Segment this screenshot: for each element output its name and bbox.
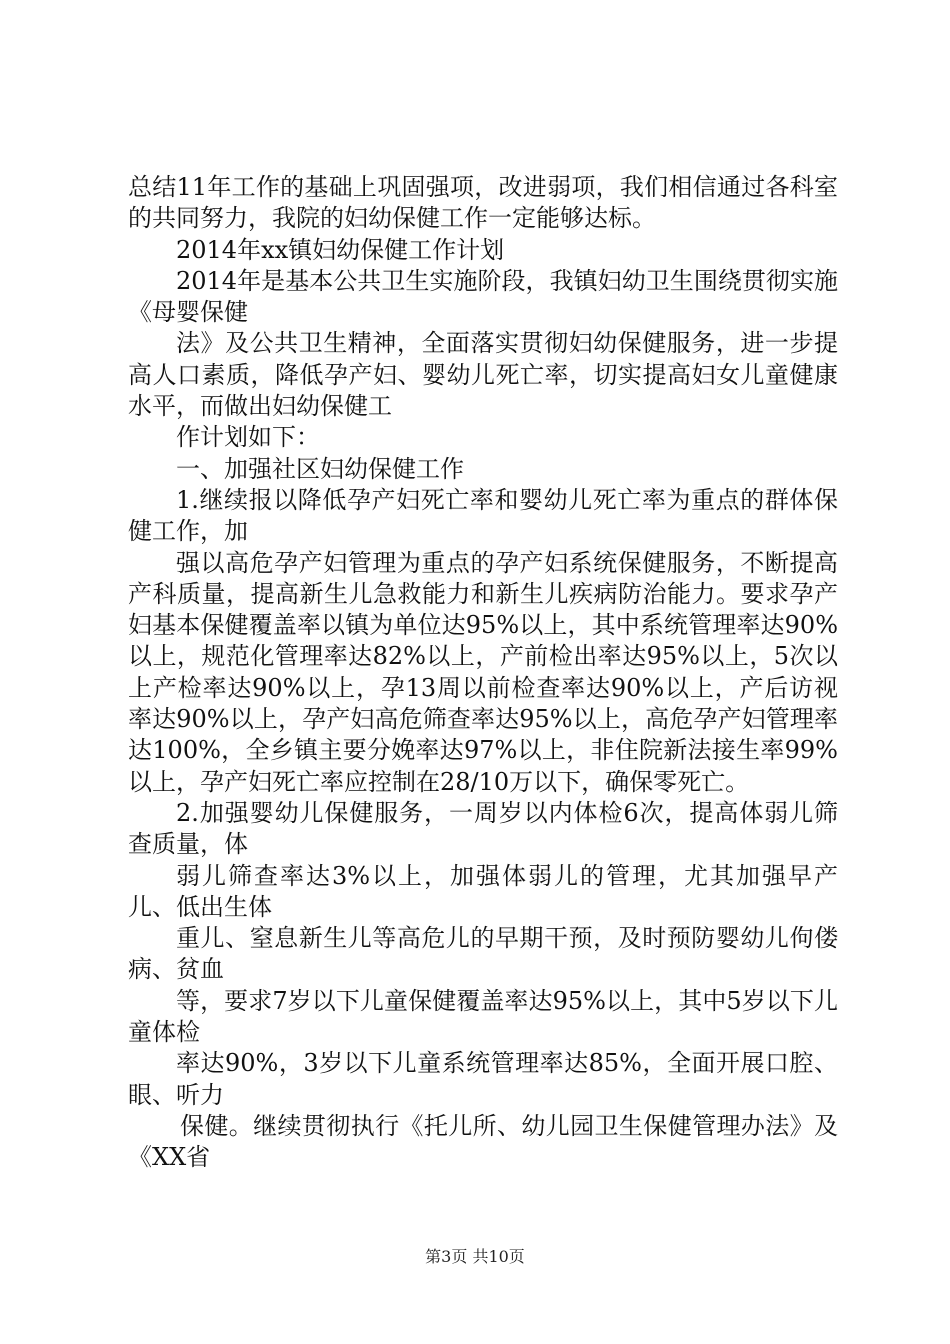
paragraph: 2.加强婴幼儿保健服务，一周岁以内体检6次，提高体弱儿筛查质量，体 — [128, 798, 838, 859]
paragraph: 重儿、窒息新生儿等高危儿的早期干预，及时预防婴幼儿佝偻病、贫血 — [128, 924, 838, 984]
paragraph: 保健。继续贯彻执行《托儿所、幼儿园卫生保健管理办法》及《XX省 — [128, 1111, 838, 1172]
paragraph-title: 2014年xx镇妇幼保健工作计划 — [176, 235, 505, 264]
paragraph: 率达90%，3岁以下儿童系统管理率达85%，全面开展口腔、眼、听力 — [128, 1049, 838, 1109]
paragraph: 1.继续报以降低孕产妇死亡率和婴幼儿死亡率为重点的群体保健工作，加 — [128, 485, 838, 546]
page-number-footer: 第3页 共10页 — [425, 1247, 525, 1266]
paragraph: 2014年是基本公共卫生实施阶段，我镇妇幼卫生围绕贯彻实施《母婴保健 — [128, 266, 838, 327]
paragraph: 等，要求7岁以下儿童保健覆盖率达95%以上，其中5岁以下儿童体检 — [128, 986, 838, 1047]
paragraph: 作计划如下： — [176, 423, 320, 452]
paragraph: 弱儿筛查率达3%以上，加强体弱儿的管理，尤其加强早产儿、低出生体 — [128, 861, 838, 921]
document-body — [128, 172, 838, 1174]
paragraph: 总结11年工作的基础上巩固强项，改进弱项，我们相信通过各科室的共同努力，我院的妇幼保健工作一定能够达标。 — [128, 173, 838, 233]
section-heading: 一、加强社区妇幼保健工作 — [176, 454, 464, 483]
paragraph: 强以高危孕产妇管理为重点的孕产妇系统保健服务，不断提高产科质量，提高新生儿急救能力和新生儿疾病防治能力。要求孕产妇基本保健覆盖率以镇为单位达95%以上，其中系统管理率达90%以上，规范化管理率达82%以上，产前检出率达95%以上，5次以上产检率达90%以上，孕13周以前检查率达90%以上，产后访视率达90%以上，孕产妇高危筛查率达95%以上，高危孕产妇管理率达100%，全乡镇主要分娩率达97%以上，非住院新法接生率99%以上，孕产妇死亡率应控制在28/10万以下，确保零死亡。 — [128, 548, 838, 796]
paragraph: 法》及公共卫生精神，全面落实贯彻妇幼保健服务，进一步提高人口素质，降低孕产妇、婴幼儿死亡率，切实提高妇女儿童健康水平，而做出妇幼保健工 — [128, 329, 838, 421]
